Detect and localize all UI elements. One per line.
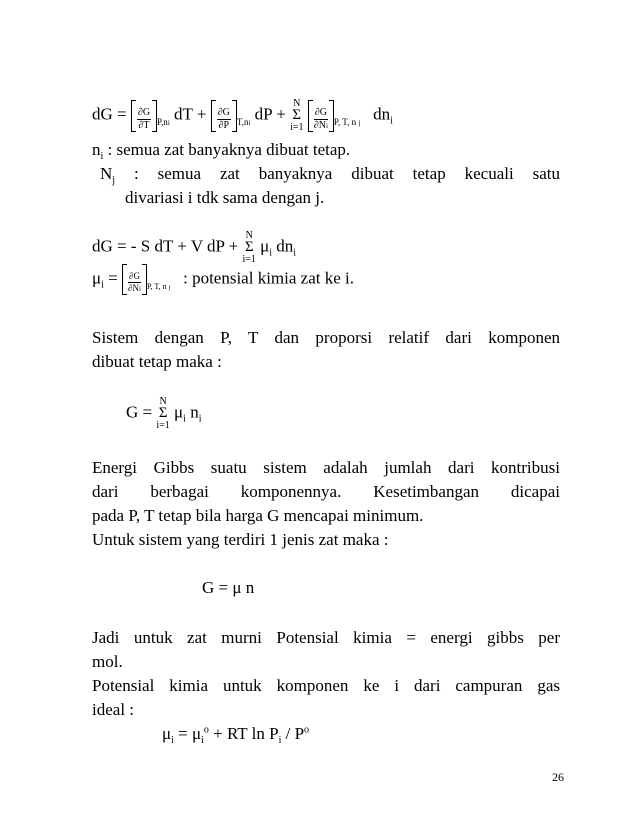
paragraph-gibbs-1: Energi Gibbs suatu sistem adalah jumlah dari kontribusi (92, 458, 560, 477)
paragraph-system-cont: dibuat tetap maka : (92, 352, 222, 371)
eq1-t2-var: dP + (254, 104, 286, 124)
eq4-sum: N Σ i=1 (156, 396, 170, 431)
eq1-t3-sub: P, T, n j (333, 117, 361, 128)
equation-g-mu-n: G = μ n (202, 578, 255, 597)
eq1-t2-sub: T,ni (236, 117, 251, 128)
paragraph-pure-4: ideal : (92, 700, 135, 719)
eq3-bracket: $\frac{\partial G}{\partial Ni}$ (122, 264, 147, 295)
paragraph-gibbs-2: dari berbagai komponennya. Kesetimbangan dicapai (92, 482, 560, 501)
eq1-sum: N Σ i=1 (290, 98, 304, 133)
eq1-t3-num: ∂G (314, 106, 327, 118)
eq1-t3-den: ∂Ni (313, 119, 328, 131)
eq2-sum: N Σ i=1 (242, 230, 256, 265)
paragraph-pure-1: Jadi untuk zat murni Potensial kimia = energi gibbs per (92, 628, 560, 647)
equation-dg-partials: dG = $\frac{\partial G}{\partial T}$ $_{P,ni}$ dT + $\frac{\partial G}{\partial P}$ $_{T,ni}$ dP + N Σ i=1 $\frac{\partial G}{\partial Ni}$ $_{P, T, n j}$ $dn_i$ (92, 98, 393, 133)
eq1-lhs: dG = (92, 104, 127, 124)
paragraph-pure-2: mol. (92, 652, 123, 671)
eq1-t1-den: ∂T (138, 119, 150, 131)
paragraph-gibbs-3: pada P, T tetap bila harga G mencapai minimum. (92, 506, 424, 525)
eq1-t2-den: ∂P (218, 119, 230, 131)
paragraph-pure-3: Potensial kimia untuk komponen ke i dari campuran gas (92, 676, 560, 695)
definition-nj: $N_j$ : semua zat banyaknya dibuat tetap kecuali satu (100, 164, 560, 186)
eq1-term3-bracket (308, 100, 334, 132)
paragraph-gibbs-4: Untuk sistem yang terdiri 1 jenis zat maka : (92, 530, 389, 549)
eq1-t1-sub: P,ni (157, 117, 170, 128)
definition-ni: $n_i$ : semua zat banyaknya dibuat tetap. (92, 140, 351, 162)
equation-g-sum: G = N Σ i=1 $\mu_i$ $n_i$ (126, 396, 202, 431)
definition-nj-cont: divariasi i tdk sama dengan j. (125, 188, 325, 207)
eq1-term1-bracket (131, 100, 157, 132)
equation-chemical-potential: $\mu_i$ = $\frac{\partial G}{\partial Ni}$ $_{P, T, n j}$ : potensial kimia zat ke i. (92, 264, 354, 295)
paragraph-system: Sistem dengan P, T dan proporsi relatif dari komponen (92, 328, 560, 347)
eq1-t2-num: ∂G (217, 106, 230, 118)
equation-dg-fundamental: dG = - S dT + V dP + N Σ i=1 $\mu_i$ $dn_i$ (92, 230, 297, 265)
eq1-term2-bracket (211, 100, 237, 132)
eq1-t1-num: ∂G (137, 106, 151, 118)
eq1-t1-var: dT + (174, 104, 207, 124)
equation-ideal-gas: $\mu_i = \mu_i^o$ + RT $\ln P_i / P^o$ (162, 724, 310, 746)
page-number: 26 (552, 770, 564, 784)
eq1-t3-var: dn (373, 104, 391, 124)
